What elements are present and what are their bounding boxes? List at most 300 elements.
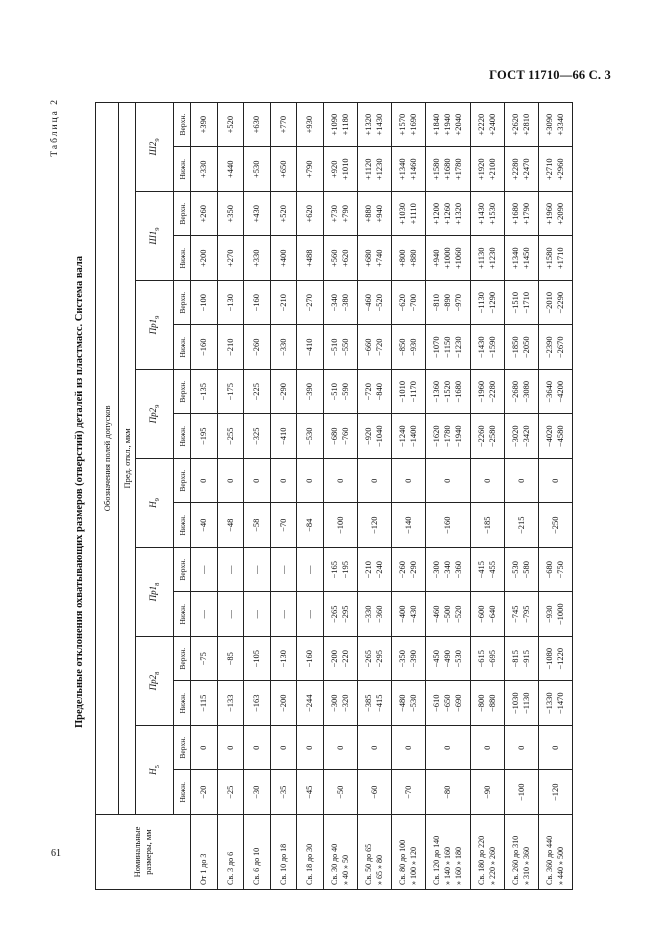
field-subscript: 8 (153, 671, 161, 675)
deviation-value: +1340 (397, 158, 407, 181)
deviation-value: +488 (304, 249, 315, 268)
deviation-value: +740 (374, 249, 384, 268)
deviation-cell (244, 102, 271, 147)
deviation-value: −4200 (555, 380, 565, 403)
deviation-value: −360 (374, 605, 384, 624)
deviation-value: −720 (363, 382, 373, 401)
deviation-cell (357, 236, 391, 281)
deviation-value: −1130 (476, 292, 486, 314)
deviation-cell (538, 370, 572, 415)
deviation-cell (357, 192, 391, 237)
deviation-cell (470, 548, 504, 593)
deviation-value: −1940 (453, 425, 463, 448)
size-range-cell (538, 815, 572, 890)
size-range-cell (357, 815, 391, 890)
deviation-value: 0 (549, 478, 560, 483)
size-range-cell (504, 815, 538, 890)
deviation-value: −1620 (431, 425, 441, 448)
deviation-value: — (277, 610, 288, 619)
deviation-cell (323, 681, 357, 726)
deviation-value: −930 (544, 605, 554, 624)
deviation-cell (323, 370, 357, 415)
deviation-cell (323, 592, 357, 637)
deviation-value: −80 (442, 785, 452, 799)
deviation-value: +1530 (487, 202, 497, 225)
deviation-value: −340 (442, 560, 452, 579)
deviation-cell (538, 637, 572, 682)
deviation-cell (391, 236, 425, 281)
bound-header-high: Верхн. (174, 281, 191, 326)
deviation-value: — (304, 565, 315, 574)
units-header: Пред. откл., мкм (119, 102, 136, 814)
deviation-value: −215 (515, 516, 526, 535)
deviation-value: −1040 (374, 425, 384, 448)
deviation-value: 0 (368, 478, 379, 483)
deviation-value: −1520 (442, 380, 452, 403)
deviation-value: −890 (442, 293, 452, 312)
deviation-cell (323, 637, 357, 682)
deviation-value: +1130 (476, 247, 486, 269)
size-range-cell (391, 815, 425, 890)
deviation-value: 0 (198, 745, 209, 750)
field-header-3 (136, 548, 174, 637)
deviation-cell (270, 192, 297, 237)
deviation-value: +330 (198, 160, 209, 179)
deviation-cell (323, 503, 357, 548)
field-symbol: H (148, 501, 159, 508)
deviation-value: 0 (515, 478, 526, 483)
deviation-value: 0 (198, 478, 209, 483)
deviation-value: −3080 (521, 380, 531, 403)
deviation-cell (270, 325, 297, 370)
size-range-cell (470, 815, 504, 890)
field-header-6 (136, 281, 174, 370)
deviation-value: −60 (368, 785, 379, 799)
deviation-cell (470, 726, 504, 771)
deviation-cell (270, 102, 297, 147)
deviation-cell (270, 236, 297, 281)
deviation-cell (504, 548, 538, 593)
deviation-value: −510 (329, 338, 339, 357)
field-subscript: 9 (153, 404, 161, 408)
table-row (191, 102, 218, 889)
deviation-value: −480 (397, 694, 407, 713)
deviation-value: −615 (476, 649, 486, 668)
deviation-cell (538, 236, 572, 281)
deviation-cell (504, 236, 538, 281)
field-subscript: 9 (153, 498, 161, 502)
deviation-value: +1710 (555, 247, 565, 270)
deviation-value: +680 (363, 249, 373, 268)
deviation-cell (470, 325, 504, 370)
deviation-value: +1230 (487, 247, 497, 270)
size-range-line: » 140 » 160 (443, 847, 452, 885)
deviation-value: +1200 (431, 202, 441, 225)
deviation-cell (217, 414, 244, 459)
deviation-cell (217, 102, 244, 147)
deviation-value: +2960 (555, 158, 565, 181)
deviation-value: −400 (397, 605, 407, 624)
field-header-2 (136, 637, 174, 726)
deviation-cell (297, 503, 324, 548)
deviation-value: −25 (224, 785, 235, 799)
size-range-line: Св. 10 до 18 (278, 843, 288, 885)
deviation-cell (217, 370, 244, 415)
deviation-cell (191, 637, 218, 682)
deviation-value: −410 (304, 338, 315, 357)
deviation-cell (191, 281, 218, 326)
deviation-value: −600 (476, 605, 486, 624)
deviation-cell (470, 681, 504, 726)
deviation-cell (538, 548, 572, 593)
deviation-value: — (304, 610, 315, 619)
field-header-5 (136, 370, 174, 459)
deviation-value: −690 (453, 694, 463, 713)
deviation-value: −650 (442, 694, 452, 713)
deviation-value: −255 (224, 427, 235, 446)
field-symbol: H (148, 768, 159, 775)
deviation-value: −450 (431, 649, 441, 668)
deviation-cell (323, 147, 357, 192)
table-row (470, 102, 504, 889)
deviation-cell (357, 325, 391, 370)
deviation-value: −800 (476, 694, 486, 713)
deviation-value: −200 (329, 649, 339, 668)
deviation-value: 0 (277, 745, 288, 750)
deviation-value: +790 (304, 160, 315, 179)
deviation-cell (504, 503, 538, 548)
size-range-cell (425, 815, 470, 890)
deviation-value: −58 (251, 518, 262, 532)
deviation-cell (297, 637, 324, 682)
deviation-value: −120 (368, 516, 379, 535)
deviation-value: 0 (368, 745, 379, 750)
table-row (217, 102, 244, 889)
deviation-value: −530 (510, 560, 520, 579)
deviation-cell (270, 459, 297, 504)
deviation-value: +1030 (397, 202, 407, 225)
deviation-value: −385 (363, 694, 373, 713)
deviation-cell (217, 592, 244, 637)
deviation-value: — (277, 565, 288, 574)
deviation-cell (217, 459, 244, 504)
deviation-cell (323, 192, 357, 237)
deviation-cell (270, 370, 297, 415)
deviation-cell (470, 637, 504, 682)
deviation-value: −105 (251, 649, 262, 668)
deviation-value: +2100 (487, 158, 497, 181)
field-symbol: Ш1 (148, 230, 159, 245)
bound-header-high: Верхн. (174, 459, 191, 504)
deviation-value: −590 (340, 382, 350, 401)
deviation-cell (323, 281, 357, 326)
deviation-value: −20 (198, 785, 209, 799)
deviation-value: −210 (224, 338, 235, 357)
size-range-line: Св. 360 до 440 (545, 835, 554, 885)
deviation-value: 0 (251, 745, 262, 750)
deviation-value: +2620 (510, 113, 520, 136)
deviation-value: −1850 (510, 336, 520, 359)
deviation-value: +1430 (476, 202, 486, 225)
field-header-1 (136, 726, 174, 815)
field-symbol: Пр2 (148, 674, 159, 691)
deviation-cell (297, 726, 324, 771)
deviation-value: −620 (397, 293, 407, 312)
deviation-value: −160 (251, 293, 262, 312)
deviation-value: −70 (402, 785, 413, 799)
deviation-cell (538, 726, 572, 771)
deviation-value: −760 (340, 427, 350, 446)
deviation-cell (425, 192, 470, 237)
deviation-cell (217, 147, 244, 192)
deviation-cell (191, 147, 218, 192)
deviation-value: +1940 (442, 113, 452, 136)
deviation-value: −695 (487, 649, 497, 668)
deviation-value: −680 (329, 427, 339, 446)
deviation-value: 0 (549, 745, 560, 750)
deviation-value: −30 (251, 785, 262, 799)
deviation-value: −100 (198, 293, 209, 312)
deviation-value: +2470 (521, 158, 531, 181)
deviation-value: −415 (476, 560, 486, 579)
table-row (391, 102, 425, 889)
deviation-cell (323, 102, 357, 147)
deviation-value: −410 (277, 427, 288, 446)
deviation-cell (217, 681, 244, 726)
deviation-value: −3640 (544, 380, 554, 403)
deviation-cell (270, 548, 297, 593)
deviation-value: −815 (510, 649, 520, 668)
deviation-value: −270 (304, 293, 315, 312)
deviation-value: +620 (304, 204, 315, 223)
deviation-value: −430 (408, 605, 418, 624)
deviation-cell (391, 503, 425, 548)
size-header-text: Номинальные размеры, мм (132, 826, 153, 878)
deviation-value: −1360 (431, 380, 441, 403)
deviation-value: −530 (408, 694, 418, 713)
deviation-cell (357, 770, 391, 815)
deviation-value: −50 (334, 785, 345, 799)
size-range-line: От 1 до 3 (199, 853, 209, 885)
deviation-value: 0 (402, 478, 413, 483)
deviation-cell (270, 637, 297, 682)
deviation-value: −1780 (442, 425, 452, 448)
deviation-value: −160 (198, 338, 209, 357)
deviation-cell (504, 592, 538, 637)
deviation-value: −300 (431, 560, 441, 579)
deviation-value: 0 (481, 745, 492, 750)
deviation-value: −320 (340, 694, 350, 713)
deviation-cell (244, 192, 271, 237)
deviation-cell (425, 147, 470, 192)
deviation-value: −460 (363, 293, 373, 312)
deviation-value: +1180 (340, 113, 350, 136)
deviation-value: −295 (340, 605, 350, 624)
table-row (323, 102, 357, 889)
deviation-value: −135 (198, 382, 209, 401)
deviation-value: −580 (521, 560, 531, 579)
deviation-cell (504, 192, 538, 237)
deviation-value: −85 (224, 652, 235, 666)
deviation-value: +350 (224, 204, 235, 223)
deviation-cell (470, 459, 504, 504)
deviation-value: −460 (431, 605, 441, 624)
deviation-cell (357, 503, 391, 548)
bound-header-high: Верхн. (174, 102, 191, 147)
bound-header-high: Верхн. (174, 192, 191, 237)
deviation-cell (357, 414, 391, 459)
deviation-cell (504, 770, 538, 815)
deviation-cell (191, 370, 218, 415)
deviation-value: −90 (481, 785, 492, 799)
deviation-value: −4580 (555, 425, 565, 448)
deviation-value: −970 (453, 293, 463, 312)
deviation-cell (244, 637, 271, 682)
field-symbol: Пр1 (148, 318, 159, 335)
deviation-cell (425, 503, 470, 548)
deviation-cell (470, 592, 504, 637)
deviation-value: −1470 (555, 692, 565, 715)
deviation-cell (391, 681, 425, 726)
deviation-value: 0 (304, 478, 315, 483)
table-row (538, 102, 572, 889)
deviation-cell (357, 102, 391, 147)
deviation-cell (270, 281, 297, 326)
size-range-cell (297, 815, 324, 890)
size-range-cell (323, 815, 357, 890)
deviation-value: −1430 (476, 336, 486, 359)
deviation-value: −2280 (487, 380, 497, 403)
deviation-cell (217, 325, 244, 370)
field-header-7 (136, 192, 174, 281)
size-range-line: Св. 120 до 140 (432, 835, 441, 885)
deviation-cell (504, 147, 538, 192)
bound-header-low: Нижн. (174, 325, 191, 370)
deviation-value: — (251, 610, 262, 619)
deviation-value: +930 (304, 115, 315, 134)
field-symbol: Ш2 (148, 141, 159, 156)
deviation-value: −1680 (453, 380, 463, 403)
deviation-value: 0 (334, 745, 345, 750)
deviation-value: +2040 (453, 113, 463, 136)
deviation-cell (425, 459, 470, 504)
deviation-cell (297, 592, 324, 637)
deviation-value: −550 (340, 338, 350, 357)
deviation-cell (357, 592, 391, 637)
deviation-value: −210 (363, 560, 373, 579)
deviation-value: +2280 (510, 158, 520, 181)
deviation-cell (270, 726, 297, 771)
deviation-cell (538, 770, 572, 815)
deviation-cell (538, 192, 572, 237)
deviation-value: +2400 (487, 113, 497, 136)
deviation-value: −120 (549, 783, 560, 802)
deviation-cell (425, 726, 470, 771)
deviation-value: −1130 (521, 692, 531, 714)
size-range-line: Св. 80 до 100 (398, 839, 407, 885)
deviation-value: +1320 (363, 113, 373, 136)
deviation-cell (504, 370, 538, 415)
deviation-value: −2260 (476, 425, 486, 448)
size-range-cell (217, 815, 244, 890)
deviation-cell (191, 236, 218, 281)
deviation-value: −1230 (453, 336, 463, 359)
deviation-value: −133 (224, 694, 235, 713)
deviation-cell (504, 281, 538, 326)
deviation-cell (244, 592, 271, 637)
deviation-cell (425, 414, 470, 459)
deviation-value: 0 (442, 745, 452, 750)
deviation-cell (217, 503, 244, 548)
deviation-value: −795 (521, 605, 531, 624)
deviation-value: −195 (198, 427, 209, 446)
deviation-cell (425, 236, 470, 281)
deviation-value: −610 (431, 694, 441, 713)
deviation-cell (470, 770, 504, 815)
deviation-cell (297, 414, 324, 459)
deviation-value: −1000 (555, 603, 565, 626)
deviation-cell (191, 192, 218, 237)
deviation-cell (425, 281, 470, 326)
deviation-cell (244, 147, 271, 192)
deviation-value: −680 (544, 560, 554, 579)
size-range-line: Св. 3 до 6 (225, 851, 235, 885)
deviation-cell (244, 459, 271, 504)
deviation-value: −4020 (544, 425, 554, 448)
deviation-value: −415 (374, 694, 384, 713)
deviation-value: −720 (374, 338, 384, 357)
size-range-line: » 65 » 80 (375, 855, 384, 885)
field-subscript: 5 (153, 765, 161, 769)
deviation-cell (470, 503, 504, 548)
bound-header-low: Нижн. (174, 414, 191, 459)
deviation-cell (323, 459, 357, 504)
deviation-value: −265 (363, 649, 373, 668)
deviation-cell (538, 681, 572, 726)
deviation-value: +800 (397, 249, 407, 268)
deviation-value: 0 (277, 478, 288, 483)
deviation-value: −2670 (555, 336, 565, 359)
deviation-cell (297, 325, 324, 370)
deviation-value: +880 (408, 249, 418, 268)
deviation-value: — (224, 610, 235, 619)
deviation-value: +880 (363, 204, 373, 223)
deviation-cell (391, 459, 425, 504)
deviation-cell (191, 503, 218, 548)
deviation-cell (425, 770, 470, 815)
deviation-value: −850 (397, 338, 407, 357)
deviation-value: −330 (363, 605, 373, 624)
bound-header-low: Нижн. (174, 770, 191, 815)
bound-header-low: Нижн. (174, 236, 191, 281)
deviation-cell (244, 548, 271, 593)
deviation-value: — (198, 610, 209, 619)
deviation-value: −930 (408, 338, 418, 357)
deviation-value: −220 (340, 649, 350, 668)
deviation-value: +3090 (544, 113, 554, 136)
deviation-value: +2220 (476, 113, 486, 136)
deviation-value: −160 (304, 649, 315, 668)
size-range-line: Св. 260 до 310 (511, 835, 520, 885)
deviation-value: −140 (402, 516, 413, 535)
deviation-cell (391, 281, 425, 326)
fields-header: Обозначения полей допусков (96, 102, 119, 814)
deviation-value: −225 (251, 382, 262, 401)
table-title: Предельные отклонения охватывающих размеров (отверстий) деталей из пластмасс. Система вала (74, 256, 85, 728)
deviation-cell (391, 414, 425, 459)
deviation-value: +1010 (340, 158, 350, 181)
deviation-value: −160 (442, 516, 452, 535)
